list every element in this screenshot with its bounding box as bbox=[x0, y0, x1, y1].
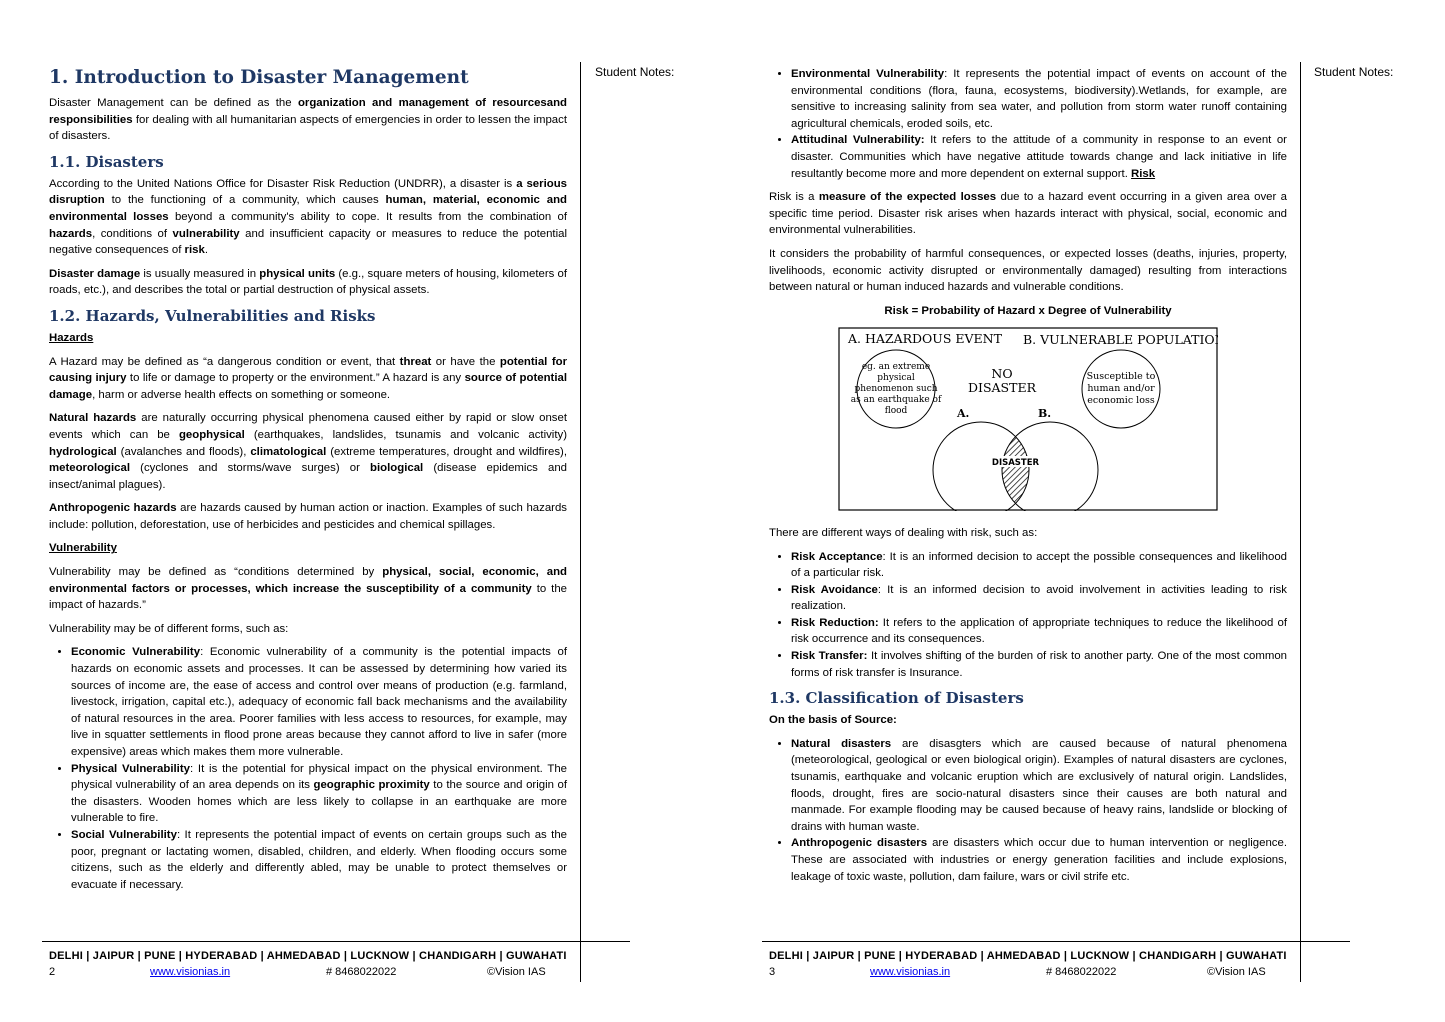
notes-divider bbox=[1300, 62, 1301, 982]
list-item: • Environmental Vulnerability: It represents the potential impact of events on account of the environmental conditions (flora, fauna, ecosystems, biodiversity).Wetlands, for example, are sensitive to increasing salinity from sea water, and pollution from storm water runoff containing agricultural chemicals, eroded soils, etc. bbox=[791, 66, 1287, 132]
label-vulnerable-population: B. VULNERABLE POPULATION bbox=[1023, 332, 1218, 348]
venn-mark-b: B. bbox=[1038, 407, 1052, 421]
notes-divider bbox=[580, 62, 581, 982]
disaster-label: DISASTER bbox=[991, 458, 1040, 469]
no-disaster-label: DISASTER bbox=[968, 380, 1036, 396]
hazard-text-line: phenomenon such bbox=[854, 384, 938, 395]
right-content bbox=[769, 64, 1287, 892]
phone-number: # 8468022022 bbox=[326, 966, 397, 978]
no-disaster-label: NO bbox=[991, 366, 1013, 382]
vulnerability-text-line: Susceptible to bbox=[1086, 371, 1156, 383]
disaster-damage-paragraph: Disaster damage is usually measured in physical units (e.g., square meters of housing, kilometers of roads, etc.), and describes the total or partial destruction of physical assets. bbox=[49, 267, 567, 297]
section-heading-classification: 1.3. Classification of Disasters bbox=[769, 689, 1024, 708]
list-item: • Natural disasters are disasgters which are caused because of natural phenomena (meteorological, geological or even biological origin). Examples of natural disasters are cyclones, tsunamis, earthquake and volcanic eruption which are exclusively of natural origin. Landslides, floods, drought, fires are socio-natural disasters since their causes are both natural and manmade. For example flooding may be caused because of heavy rains, landslide or blocking of drains with human waste. bbox=[791, 736, 1287, 836]
risk-subheading: Risk bbox=[1131, 167, 1156, 180]
list-item: • Risk Avoidance: It is an informed decision to avoid involvement in activities leading to risk realization. bbox=[791, 582, 1287, 615]
risk-ways-list bbox=[769, 549, 1287, 682]
website-link[interactable]: www.visionias.in bbox=[150, 966, 231, 978]
label-hazardous-event: A. HAZARDOUS EVENT bbox=[848, 331, 1002, 347]
student-notes-label: Student Notes: bbox=[1314, 65, 1394, 79]
list-item: • Risk Transfer: It involves shifting of the burden of risk to another party. One of the most common forms of risk transfer is Insurance. bbox=[791, 648, 1287, 681]
vulnerability-text-line: human and/or bbox=[1087, 383, 1155, 395]
footer-divider bbox=[762, 941, 1350, 942]
list-item: • Economic Vulnerability: Economic vulnerability of a community is the potential impacts of hazards on economic assets and processes. It can be assessed by determining how varied its sources of income are, the ease of access and control over means of production (e.g. farmland, livestock, irrigation, capital etc.), adequacy of economic fall back mechanisms and the availability of natural resources in the area. Poorer families with less access to resources, for example, may live in squatter settlements in flood prone areas because they cannot afford to live in safer (more expensive) areas which makes them more vulnerable. bbox=[71, 644, 567, 760]
left-content bbox=[49, 64, 567, 900]
student-notes-label: Student Notes: bbox=[595, 65, 675, 79]
classification-list bbox=[769, 736, 1287, 885]
vulnerability-definition-paragraph: Vulnerability may be defined as “conditions determined by physical, social, economic, and environmental factors or processes, which increase the susceptibility of a community to the impact of hazards.” bbox=[49, 566, 567, 612]
list-item: • Physical Vulnerability: It is the potential for physical impact on the physical environment. The physical vulnerability of an area depends on its geographic proximity to the source and origin of the disasters. Wooden homes which are less likely to collapse in an earthquake are more vulnerable to fire. bbox=[71, 761, 567, 827]
page-title: 1. Introduction to Disaster Management bbox=[49, 67, 469, 88]
copyright: ©Vision IAS bbox=[1207, 966, 1266, 978]
risk-consequences-paragraph: It considers the probability of harmful consequences, or expected losses (deaths, injuries, property, livelihoods, economic activity disrupted or environmentally damaged) resulting from interactions between natural or human induced hazards and vulnerable conditions. bbox=[769, 247, 1287, 294]
vulnerability-text-line: economic loss bbox=[1087, 395, 1155, 407]
list-item: • Anthropogenic disasters are disasters which occur due to human intervention or negligence. These are associated with industries or energy generation facilities and include explosions, leakage of toxic waste, pollution, dam failure, wars or civil strife etc. bbox=[791, 835, 1287, 885]
diagram-frame bbox=[839, 328, 1217, 510]
venn-mark-a: A. bbox=[957, 407, 970, 421]
list-item: • Social Vulnerability: It represents the potential impact of events on certain groups such as the poor, pregnant or lactating women, disabled, children, and elderly. When flooding occurs some citizens, such as the elderly and differently abled, may be unable to protect themselves or evacuate if necessary. bbox=[71, 827, 567, 893]
phone-number: # 8468022022 bbox=[1046, 966, 1117, 978]
footer-cities: DELHI | JAIPUR | PUNE | HYDERABAD | AHMEDABAD | LUCKNOW | CHANDIGARH | GUWAHATI bbox=[769, 950, 1287, 962]
page-footer bbox=[49, 948, 569, 980]
hazard-text-line: eg. an extreme bbox=[861, 362, 931, 373]
vulnerability-subheading: Vulnerability bbox=[49, 542, 117, 555]
section-heading-disasters: 1.1. Disasters bbox=[49, 152, 164, 171]
page-footer bbox=[769, 948, 1289, 980]
list-item: • Risk Reduction: It refers to the application of appropriate techniques to reduce the likelihood of risk occurrence and its consequences. bbox=[791, 615, 1287, 648]
disaster-definition-paragraph: According to the United Nations Office for Disaster Risk Reduction (UNDRR), a disaster is a serious disruption to the functioning of a community, which causes human, material, economic and environmental losses beyond a community's ability to cope. It results from the combination of hazards, conditions of vulnerability and insufficient capacity or measures to reduce the potential negative consequences of risk. bbox=[49, 177, 567, 257]
website-link[interactable]: www.visionias.in bbox=[870, 966, 951, 978]
page-number: 3 bbox=[769, 966, 776, 978]
footer-cities: DELHI | JAIPUR | PUNE | HYDERABAD | AHMEDABAD | LUCKNOW | CHANDIGARH | GUWAHATI bbox=[49, 950, 567, 962]
right-page bbox=[722, 0, 1444, 1022]
risk-ways-intro: There are different ways of dealing with risk, such as: bbox=[769, 526, 1038, 539]
copyright: ©Vision IAS bbox=[487, 966, 546, 978]
intro-paragraph: Disaster Management can be defined as the organization and management of resourcesand responsibilities for dealing with all humanitarian aspects of emergencies in order to lessen the impact of disasters. bbox=[49, 97, 567, 143]
natural-hazards-paragraph: Natural hazards are naturally occurring physical phenomena caused either by rapid or slow onset events which can be geophysical (earthquakes, landslides, tsunamis and volcanic activity) hydrological (avalanches and floods), climatological (extreme temperatures, drought and wildfires), meteorological (cyclones and storms/wave surges) or biological (disease epidemics and insect/animal plagues). bbox=[49, 412, 568, 491]
hazard-text-line: physical bbox=[877, 373, 915, 384]
footer-divider bbox=[42, 941, 630, 942]
left-page bbox=[0, 0, 722, 1022]
hazard-text-line: flood bbox=[884, 406, 908, 417]
risk-definition-paragraph: Risk is a measure of the expected losses due to a hazard event occurring in a given area over a specific time period. Disaster risk arises when hazards interact with physical, social, economic and environmental vulnerabilities. bbox=[769, 191, 1287, 237]
section-heading-hazards: 1.2. Hazards, Vulnerabilities and Risks bbox=[49, 306, 376, 325]
hazards-subheading: Hazards bbox=[49, 331, 94, 344]
risk-formula: Risk = Probability of Hazard x Degree of Vulnerability bbox=[884, 304, 1172, 317]
anthropogenic-hazards-paragraph: Anthropogenic hazards are hazards caused by human action or inaction. Examples of such hazards include: pollution, deforestation, use of herbicides and pesticides and chemical spillages. bbox=[49, 502, 567, 531]
list-item: • Risk Acceptance: It is an informed decision to accept the possible consequences and likelihood of a particular risk. bbox=[791, 549, 1287, 582]
page-number: 2 bbox=[49, 966, 56, 978]
list-item: • Attitudinal Vulnerability: It refers to the attitude of a community in response to an event or disaster. Communities which have negative attitude towards change and lack initiative in life resultantly become more and more dependent on external support. Risk bbox=[791, 132, 1287, 182]
disaster-venn-diagram bbox=[838, 327, 1218, 511]
vulnerability-forms-intro: Vulnerability may be of different forms, such as: bbox=[49, 622, 289, 635]
source-subheading: On the basis of Source: bbox=[769, 714, 897, 727]
hazard-text-line: as an earthquake of bbox=[850, 395, 942, 406]
hazard-definition-paragraph: A Hazard may be defined as “a dangerous condition or event, that threat or have the potential for causing injury to life or damage to property or the environment.” A hazard is any source of potential damage, harm or adverse health effects on something or someone. bbox=[49, 355, 568, 401]
vulnerability-list bbox=[49, 644, 567, 893]
vulnerability-list-continued bbox=[769, 66, 1287, 182]
